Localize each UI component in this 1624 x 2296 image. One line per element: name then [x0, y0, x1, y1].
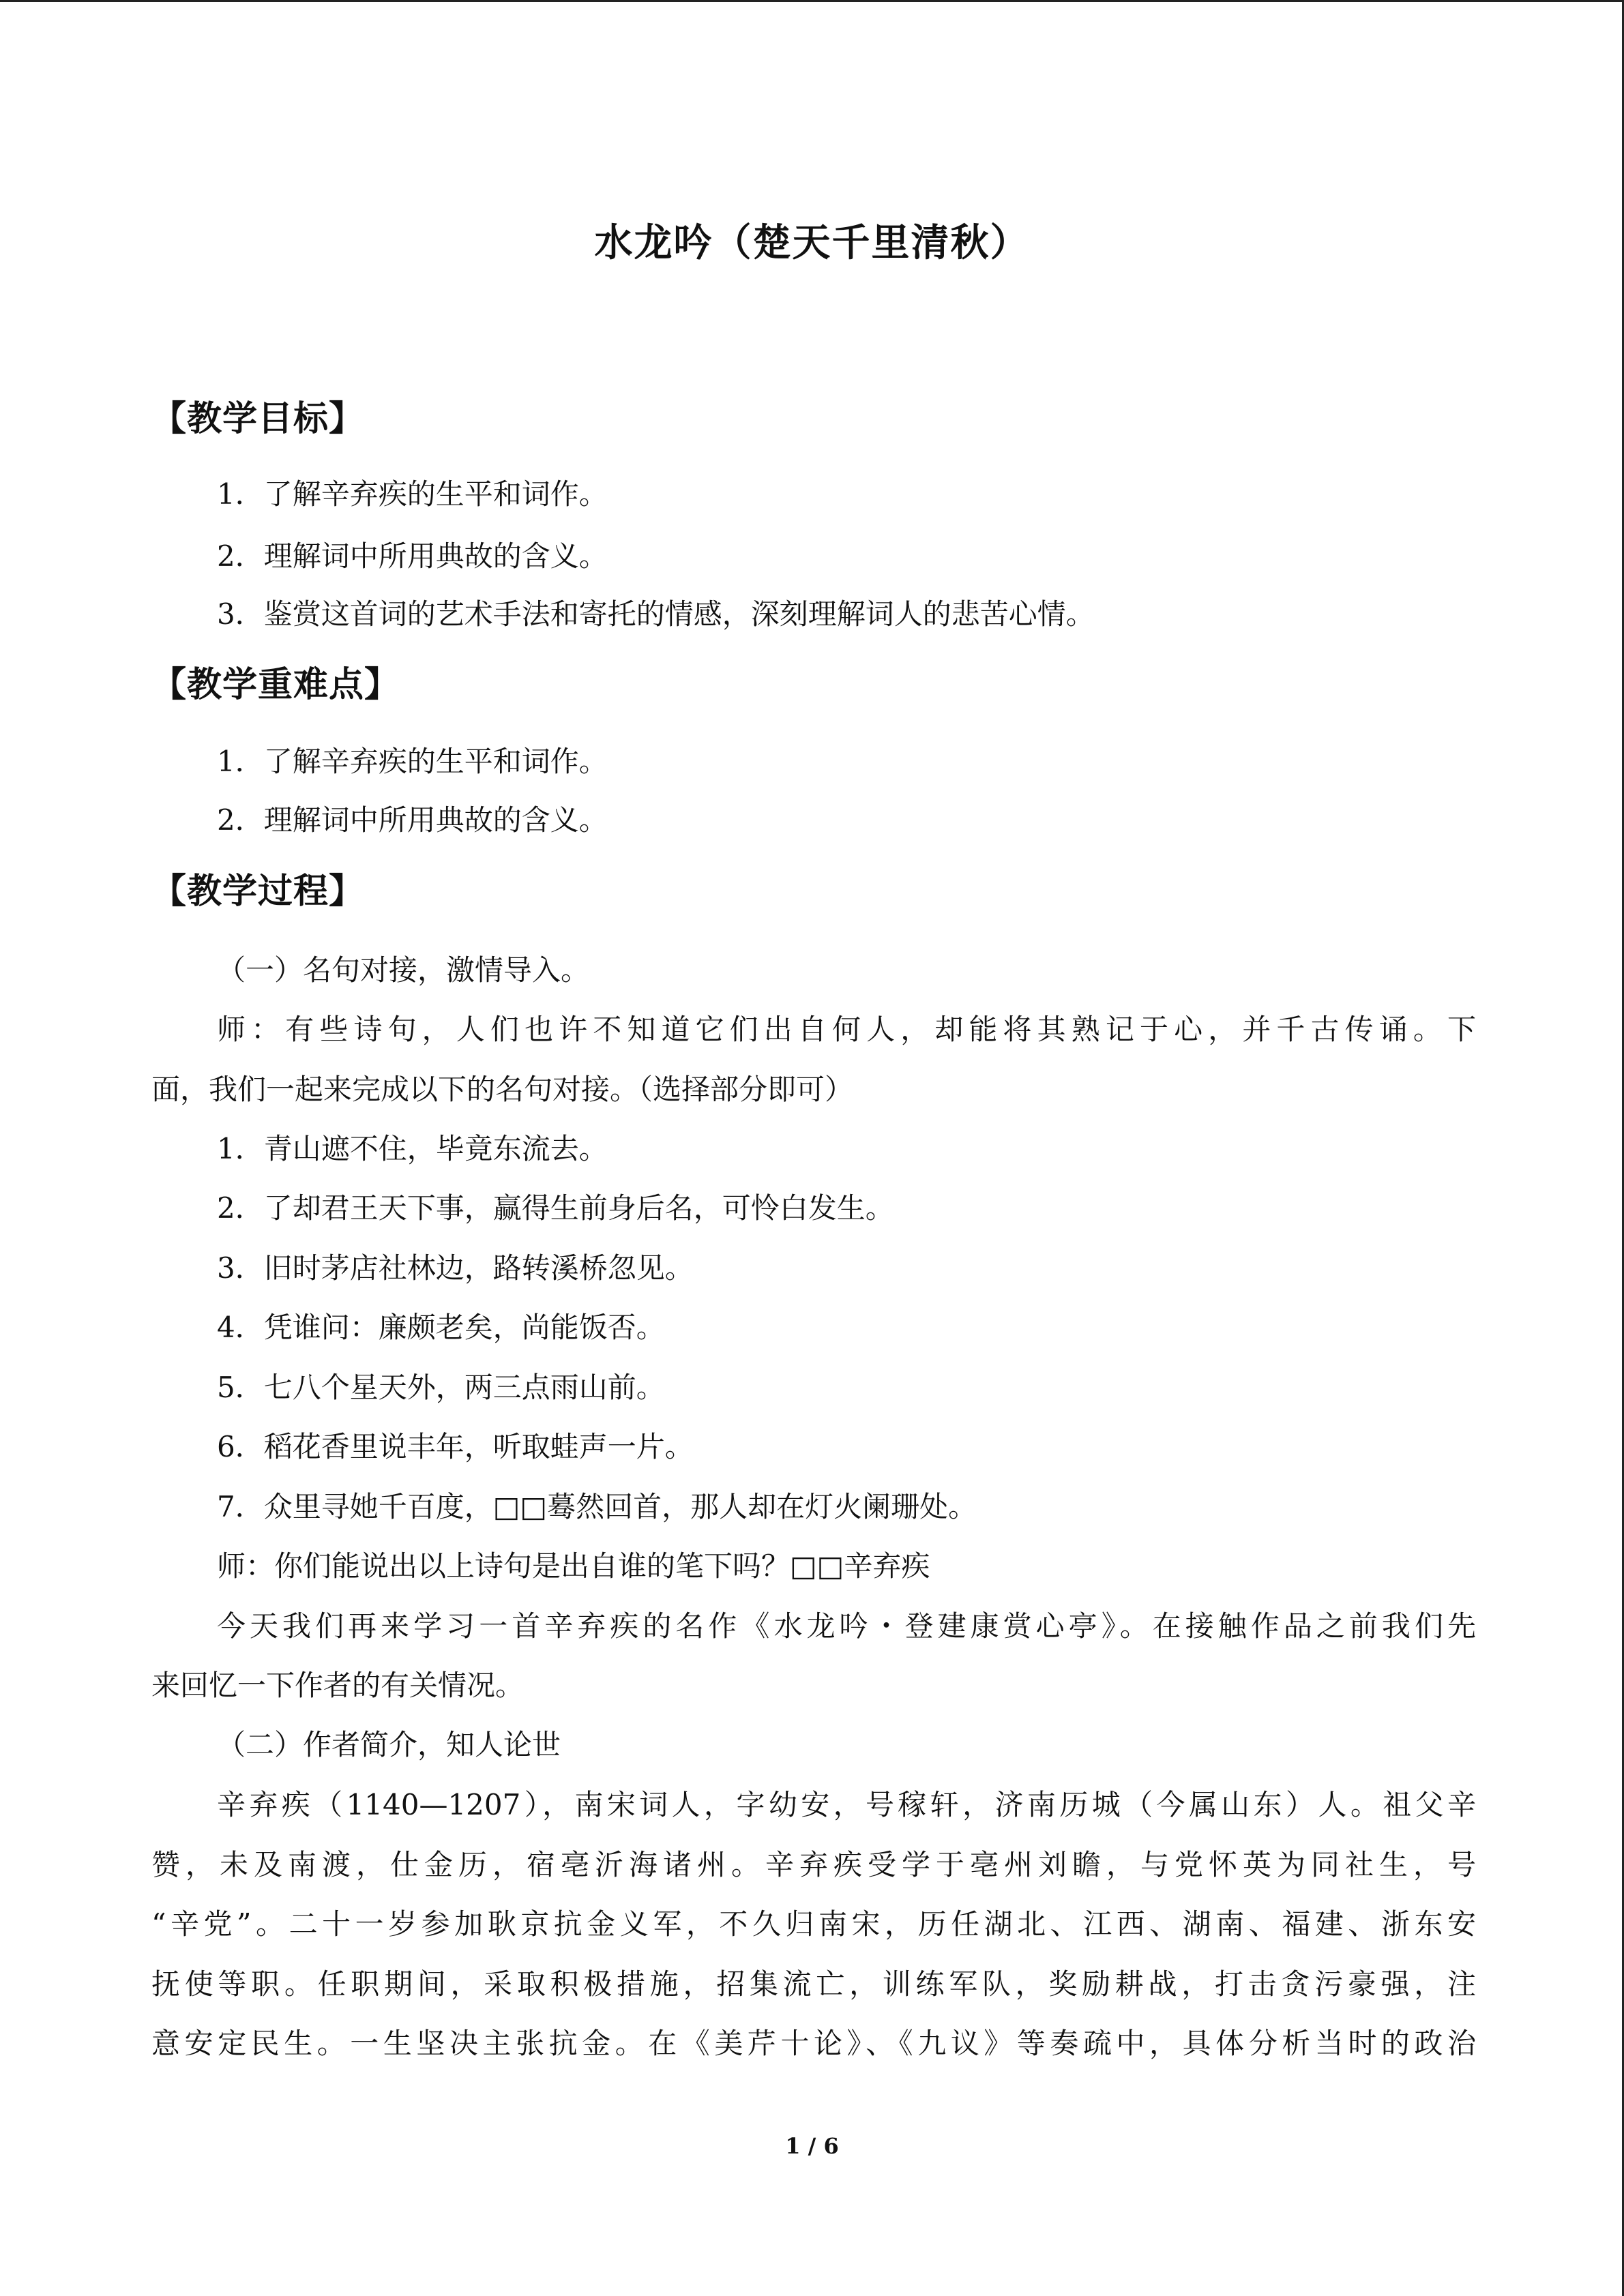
- paragraph-line: 意安定民生。一生坚决主张抗金。在《美芹十论》、《九议》等奏疏中，具体分析当时的政治: [151, 2027, 1476, 2060]
- objective-item: 3．鉴赏这首词的艺术手法和寄托的情感，深刻理解词人的悲苦心情。: [217, 597, 1095, 631]
- paragraph-line: 师：你们能说出以上诗句是出自谁的笔下吗？□□辛弃疾: [217, 1549, 930, 1583]
- page-top-border: [0, 0, 1624, 2]
- key-point-item: 1．了解辛弃疾的生平和词作。: [217, 745, 608, 778]
- objective-item: 1．了解辛弃疾的生平和词作。: [217, 477, 608, 511]
- paragraph-line: 今天我们再来学习一首辛弃疾的名作《水龙吟・登建康赏心亭》。在接触作品之前我们先: [217, 1609, 1476, 1643]
- quote-item: 5．七八个星天外，两三点雨山前。: [217, 1371, 665, 1404]
- objective-item: 2．理解词中所用典故的含义。: [217, 539, 608, 573]
- quote-item: 6．稻花香里说丰年，听取蛙声一片。: [217, 1430, 694, 1463]
- paragraph-line: 辛弃疾（1140—1207），南宋词人，字幼安，号稼轩，济南历城（今属山东）人。祖父辛: [217, 1788, 1476, 1821]
- paragraph-line: “辛党”。二十一岁参加耿京抗金义军，不久归南宋，历任湖北、江西、湖南、福建、浙东安: [151, 1907, 1476, 1941]
- key-points-heading: 【教学重难点】: [151, 664, 400, 705]
- paragraph-line: 抚使等职。任职期间，采取积极措施，招集流亡，训练军队，奖励耕战，打击贪污豪强，注: [151, 1967, 1476, 2001]
- quote-item: 7．众里寻她千百度，□□蓦然回首，那人却在灯火阑珊处。: [217, 1490, 977, 1523]
- quote-item: 2．了却君王天下事，赢得生前身后名，可怜白发生。: [217, 1191, 894, 1225]
- quote-item: 4．凭谁问：廉颇老矣，尚能饭否。: [217, 1311, 665, 1344]
- paragraph-line: 师：有些诗句，人们也许不知道它们出自何人，却能将其熟记于心，并千古传诵。下: [217, 1013, 1476, 1046]
- quote-item: 3．旧时茅店社林边，路转溪桥忽见。: [217, 1251, 694, 1285]
- paragraph-line: 来回忆一下作者的有关情况。: [151, 1669, 525, 1702]
- quote-item: 1．青山遮不住，毕竟东流去。: [217, 1132, 608, 1165]
- paragraph-line: 面，我们一起来完成以下的名句对接。（选择部分即可）: [151, 1073, 854, 1106]
- paragraph-line: 赞，未及南渡，仕金历，宿亳沂海诸州。辛弃疾受学于亳州刘瞻，与党怀英为同社生，号: [151, 1848, 1476, 1881]
- page-number: 1 / 6: [785, 2133, 839, 2159]
- process-subheading: （一）名句对接，激情导入。: [217, 953, 590, 987]
- process-heading: 【教学过程】: [151, 871, 365, 912]
- objectives-heading: 【教学目标】: [151, 398, 365, 439]
- document-title: 水龙吟（楚天千里清秋）: [594, 220, 1030, 265]
- process-subheading: （二）作者简介，知人论世: [217, 1728, 561, 1761]
- key-point-item: 2．理解词中所用典故的含义。: [217, 803, 608, 837]
